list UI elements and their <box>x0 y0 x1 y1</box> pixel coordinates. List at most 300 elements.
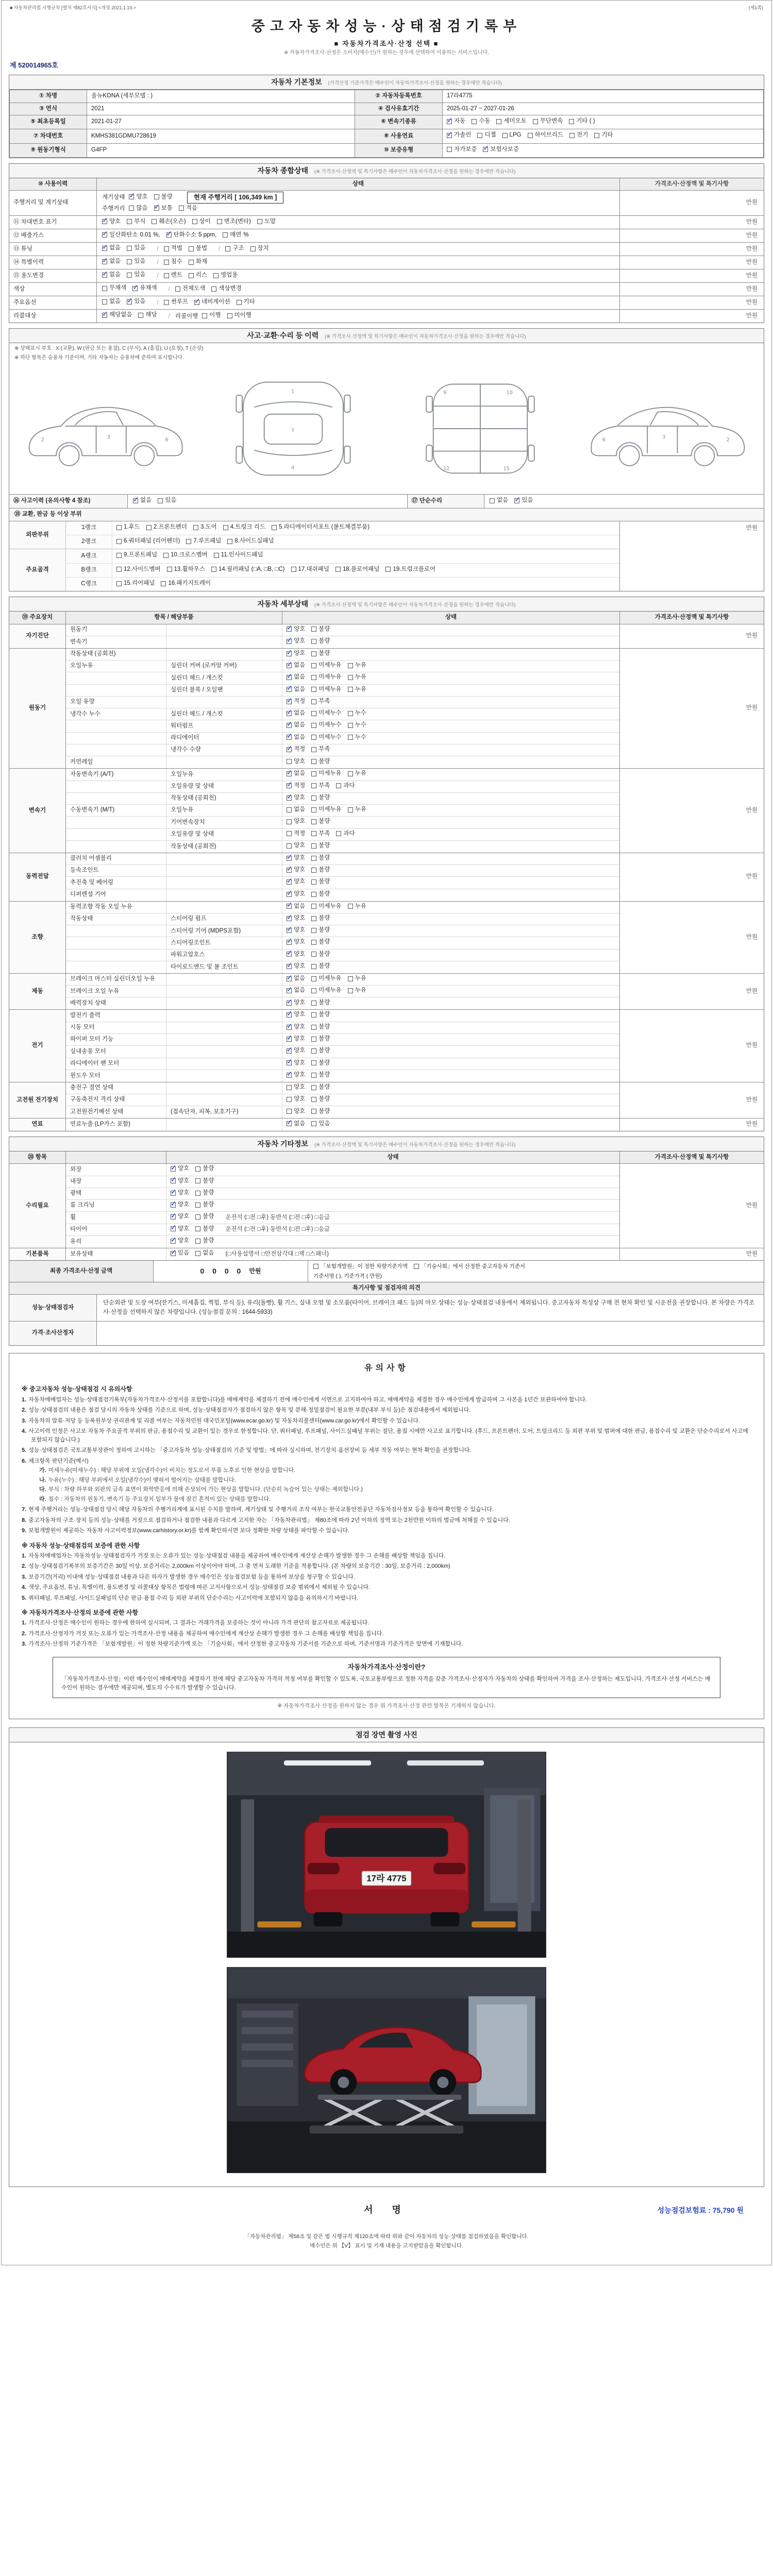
checkbox-icon[interactable] <box>311 1121 316 1126</box>
checkbox-option[interactable] <box>116 580 155 588</box>
checkbox-icon[interactable] <box>102 299 107 304</box>
checkbox-option[interactable] <box>311 662 341 670</box>
checkbox-icon[interactable] <box>116 581 122 586</box>
checkbox-icon[interactable] <box>164 260 169 265</box>
checkbox-option[interactable] <box>311 721 341 730</box>
checkbox-icon[interactable] <box>163 553 169 558</box>
checkbox-option[interactable] <box>311 650 330 658</box>
checkbox-icon[interactable] <box>287 687 292 692</box>
checkbox-option[interactable] <box>287 770 305 778</box>
checkbox-icon[interactable] <box>152 219 157 224</box>
checkbox-icon[interactable] <box>348 988 353 993</box>
checkbox-icon[interactable] <box>311 626 316 632</box>
checkbox-option[interactable] <box>311 1095 330 1104</box>
checkbox-icon[interactable] <box>287 976 292 981</box>
checkbox-option[interactable] <box>533 117 563 126</box>
checkbox-option[interactable] <box>348 721 366 730</box>
checkbox-icon[interactable] <box>287 1073 292 1078</box>
checkbox-option[interactable] <box>287 890 305 899</box>
checkbox-icon[interactable] <box>311 831 316 836</box>
checkbox-icon[interactable] <box>287 699 292 704</box>
checkbox-icon[interactable] <box>311 1109 316 1114</box>
checkbox-option[interactable] <box>311 686 341 694</box>
checkbox-icon[interactable] <box>127 219 132 224</box>
checkbox-icon[interactable] <box>287 651 292 656</box>
checkbox-option[interactable] <box>348 903 366 911</box>
checkbox-icon[interactable] <box>213 273 219 278</box>
checkbox-icon[interactable] <box>311 639 316 644</box>
checkbox-icon[interactable] <box>287 1025 292 1030</box>
checkbox-icon[interactable] <box>171 1191 176 1196</box>
checkbox-option[interactable] <box>287 926 305 935</box>
checkbox-option[interactable] <box>195 1237 214 1245</box>
checkbox-option[interactable] <box>102 298 121 306</box>
checkbox-icon[interactable] <box>127 273 132 278</box>
checkbox-icon[interactable] <box>287 771 292 776</box>
checkbox-option[interactable] <box>287 854 305 862</box>
checkbox-icon[interactable] <box>189 260 194 265</box>
checkbox-icon[interactable] <box>287 663 292 668</box>
checkbox-option[interactable] <box>237 298 255 307</box>
checkbox-option[interactable] <box>311 938 330 946</box>
checkbox-option[interactable] <box>287 698 305 706</box>
checkbox-icon[interactable] <box>447 147 452 152</box>
checkbox-option[interactable] <box>287 1071 305 1079</box>
checkbox-option[interactable] <box>158 497 176 505</box>
checkbox-option[interactable] <box>195 1189 214 1197</box>
checkbox-icon[interactable] <box>311 976 316 981</box>
checkbox-icon[interactable] <box>311 868 316 873</box>
checkbox-icon[interactable] <box>311 1012 316 1018</box>
checkbox-option[interactable] <box>447 131 471 140</box>
checkbox-option[interactable] <box>311 709 341 718</box>
checkbox-icon[interactable] <box>195 1214 200 1219</box>
checkbox-option[interactable] <box>116 566 161 574</box>
checkbox-option[interactable] <box>116 537 180 546</box>
checkbox-option[interactable] <box>167 566 205 574</box>
checkbox-option[interactable] <box>171 1201 189 1209</box>
checkbox-icon[interactable] <box>348 904 353 909</box>
checkbox-icon[interactable] <box>336 783 341 788</box>
checkbox-option[interactable] <box>311 1083 330 1092</box>
checkbox-icon[interactable] <box>189 273 194 278</box>
checkbox-option[interactable] <box>348 734 366 742</box>
checkbox-option[interactable] <box>311 926 330 935</box>
checkbox-option[interactable] <box>311 854 330 862</box>
checkbox-icon[interactable] <box>287 711 292 716</box>
checkbox-option[interactable] <box>287 794 305 802</box>
checkbox-option[interactable] <box>311 951 330 959</box>
checkbox-icon[interactable] <box>146 525 152 530</box>
checkbox-icon[interactable] <box>287 868 292 873</box>
checkbox-option[interactable] <box>502 131 522 140</box>
checkbox-icon[interactable] <box>569 133 575 138</box>
checkbox-icon[interactable] <box>272 525 277 530</box>
checkbox-icon[interactable] <box>311 964 316 969</box>
checkbox-icon[interactable] <box>287 940 292 945</box>
checkbox-icon[interactable] <box>472 119 477 124</box>
checkbox-icon[interactable] <box>192 219 197 224</box>
checkbox-icon[interactable] <box>195 1178 200 1183</box>
checkbox-icon[interactable] <box>287 1001 292 1006</box>
checkbox-icon[interactable] <box>102 246 107 251</box>
checkbox-icon[interactable] <box>311 1097 316 1102</box>
checkbox-icon[interactable] <box>154 206 159 211</box>
checkbox-option[interactable] <box>227 312 251 320</box>
checkbox-option[interactable] <box>132 284 157 293</box>
checkbox-option[interactable] <box>311 1108 330 1116</box>
checkbox-option[interactable] <box>287 818 305 826</box>
checkbox-icon[interactable] <box>189 246 194 251</box>
checkbox-icon[interactable] <box>287 1097 292 1102</box>
checkbox-option[interactable] <box>287 1035 305 1043</box>
checkbox-option[interactable] <box>311 745 330 754</box>
checkbox-option[interactable] <box>225 245 244 253</box>
checkbox-option[interactable] <box>447 117 465 126</box>
checkbox-option[interactable] <box>311 1023 330 1031</box>
checkbox-icon[interactable] <box>129 206 134 211</box>
checkbox-icon[interactable] <box>311 879 316 885</box>
checkbox-option[interactable] <box>171 1225 189 1233</box>
checkbox-option[interactable] <box>127 244 145 252</box>
checkbox-icon[interactable] <box>287 807 292 812</box>
checkbox-option[interactable] <box>287 745 305 754</box>
checkbox-option[interactable] <box>311 818 330 826</box>
checkbox-icon[interactable] <box>287 988 292 993</box>
checkbox-icon[interactable] <box>490 498 495 503</box>
checkbox-option[interactable] <box>311 1059 330 1067</box>
checkbox-option[interactable] <box>477 131 496 140</box>
checkbox-icon[interactable] <box>385 567 391 572</box>
checkbox-option[interactable] <box>175 285 205 293</box>
checkbox-icon[interactable] <box>211 286 216 292</box>
checkbox-icon[interactable] <box>287 783 292 788</box>
checkbox-icon[interactable] <box>311 759 316 764</box>
checkbox-icon[interactable] <box>116 553 122 558</box>
checkbox-option[interactable] <box>311 625 330 634</box>
checkbox-option[interactable] <box>138 311 157 319</box>
checkbox-option[interactable] <box>227 537 274 546</box>
checkbox-icon[interactable] <box>194 300 199 305</box>
checkbox-option[interactable] <box>348 686 366 694</box>
checkbox-option[interactable] <box>129 193 147 201</box>
checkbox-option[interactable] <box>287 625 305 634</box>
checkbox-option[interactable] <box>287 662 305 670</box>
checkbox-option[interactable] <box>102 218 121 226</box>
checkbox-option[interactable] <box>287 721 305 730</box>
checkbox-icon[interactable] <box>311 940 316 945</box>
checkbox-icon[interactable] <box>348 711 353 716</box>
checkbox-icon[interactable] <box>335 567 341 572</box>
checkbox-option[interactable] <box>152 218 186 226</box>
checkbox-option[interactable] <box>171 1189 189 1197</box>
checkbox-icon[interactable] <box>287 928 292 933</box>
checkbox-icon[interactable] <box>348 687 353 692</box>
checkbox-option[interactable] <box>272 523 369 532</box>
checkbox-icon[interactable] <box>311 819 316 824</box>
checkbox-icon[interactable] <box>223 525 228 530</box>
checkbox-icon[interactable] <box>195 1202 200 1208</box>
checkbox-icon[interactable] <box>311 783 316 788</box>
checkbox-icon[interactable] <box>348 675 353 680</box>
checkbox-option[interactable] <box>569 117 595 126</box>
checkbox-option[interactable] <box>195 1165 214 1173</box>
checkbox-option[interactable] <box>116 551 157 560</box>
checkbox-option[interactable] <box>311 673 341 682</box>
checkbox-option[interactable] <box>102 271 121 279</box>
checkbox-option[interactable] <box>102 258 121 266</box>
checkbox-option[interactable] <box>127 298 145 306</box>
checkbox-option[interactable] <box>213 272 238 280</box>
checkbox-option[interactable] <box>311 962 330 971</box>
checkbox-option[interactable] <box>287 637 305 646</box>
checkbox-icon[interactable] <box>287 747 292 752</box>
checkbox-option[interactable] <box>514 497 533 505</box>
checkbox-option[interactable] <box>311 1047 330 1055</box>
checkbox-option[interactable] <box>311 975 341 983</box>
checkbox-option[interactable] <box>171 1237 189 1245</box>
checkbox-option[interactable] <box>179 205 197 213</box>
checkbox-option[interactable] <box>311 999 330 1007</box>
checkbox-option[interactable] <box>490 497 508 505</box>
checkbox-icon[interactable] <box>311 675 316 680</box>
checkbox-option[interactable] <box>348 987 366 995</box>
checkbox-icon[interactable] <box>311 892 316 897</box>
checkbox-icon[interactable] <box>116 525 122 530</box>
checkbox-option[interactable] <box>102 311 132 319</box>
checkbox-option[interactable] <box>195 1177 214 1185</box>
checkbox-icon[interactable] <box>514 498 519 503</box>
checkbox-option[interactable] <box>195 1249 214 1258</box>
checkbox-option[interactable] <box>186 537 221 546</box>
checkbox-option[interactable] <box>154 205 173 213</box>
checkbox-option[interactable] <box>127 218 145 226</box>
checkbox-option[interactable] <box>287 962 305 971</box>
checkbox-icon[interactable] <box>311 723 316 728</box>
checkbox-icon[interactable] <box>311 988 316 993</box>
checkbox-icon[interactable] <box>195 1226 200 1231</box>
checkbox-icon[interactable] <box>102 286 107 291</box>
checkbox-icon[interactable] <box>223 232 228 238</box>
checkbox-icon[interactable] <box>102 259 107 264</box>
checkbox-option[interactable] <box>287 1059 305 1067</box>
checkbox-option[interactable] <box>311 734 341 742</box>
checkbox-option[interactable] <box>385 566 435 574</box>
checkbox-option[interactable] <box>311 758 330 766</box>
checkbox-icon[interactable] <box>348 771 353 776</box>
checkbox-option[interactable] <box>171 1213 189 1221</box>
checkbox-icon[interactable] <box>154 194 159 199</box>
checkbox-icon[interactable] <box>287 892 292 897</box>
checkbox-option[interactable] <box>287 1108 305 1116</box>
checkbox-option[interactable] <box>202 312 221 320</box>
checkbox-option[interactable] <box>311 806 341 814</box>
checkbox-option[interactable] <box>287 782 305 790</box>
checkbox-option[interactable] <box>447 146 477 154</box>
checkbox-icon[interactable] <box>447 119 452 124</box>
checkbox-option[interactable] <box>287 866 305 874</box>
checkbox-icon[interactable] <box>496 119 501 124</box>
checkbox-icon[interactable] <box>167 567 172 572</box>
checkbox-option[interactable] <box>287 914 305 923</box>
checkbox-option[interactable] <box>348 975 366 983</box>
checkbox-option[interactable] <box>287 1023 305 1031</box>
checkbox-icon[interactable] <box>287 1060 292 1065</box>
checkbox-icon[interactable] <box>116 539 122 544</box>
checkbox-icon[interactable] <box>171 1202 176 1208</box>
checkbox-icon[interactable] <box>161 581 166 586</box>
checkbox-option[interactable] <box>146 523 187 532</box>
checkbox-icon[interactable] <box>348 976 353 981</box>
checkbox-option[interactable] <box>127 258 145 266</box>
checkbox-icon[interactable] <box>483 147 488 152</box>
checkbox-icon[interactable] <box>171 1214 176 1219</box>
checkbox-option[interactable] <box>163 551 208 560</box>
checkbox-icon[interactable] <box>127 246 132 251</box>
checkbox-option[interactable] <box>311 1035 330 1043</box>
checkbox-icon[interactable] <box>193 525 198 530</box>
checkbox-icon[interactable] <box>311 735 316 740</box>
checkbox-option[interactable] <box>287 673 305 682</box>
checkbox-option[interactable] <box>348 770 366 778</box>
checkbox-option[interactable] <box>214 551 263 560</box>
checkbox-option[interactable] <box>311 1011 330 1019</box>
checkbox-icon[interactable] <box>175 286 180 292</box>
checkbox-option[interactable] <box>311 637 330 646</box>
checkbox-icon[interactable] <box>311 916 316 921</box>
checkbox-option[interactable] <box>311 866 330 874</box>
checkbox-icon[interactable] <box>311 711 316 716</box>
checkbox-icon[interactable] <box>311 795 316 801</box>
checkbox-option[interactable] <box>311 782 330 790</box>
checkbox-icon[interactable] <box>102 219 107 224</box>
checkbox-icon[interactable] <box>102 232 107 238</box>
checkbox-icon[interactable] <box>311 771 316 776</box>
checkbox-icon[interactable] <box>195 1191 200 1196</box>
checkbox-option[interactable] <box>287 758 305 766</box>
checkbox-icon[interactable] <box>287 1109 292 1114</box>
checkbox-option[interactable] <box>287 830 305 838</box>
checkbox-option[interactable] <box>287 734 305 742</box>
checkbox-option[interactable] <box>223 523 265 532</box>
checkbox-option[interactable] <box>311 842 330 850</box>
checkbox-option[interactable] <box>287 709 305 718</box>
checkbox-icon[interactable] <box>186 539 191 544</box>
checkbox-option[interactable] <box>287 1011 305 1019</box>
checkbox-icon[interactable] <box>171 1239 176 1244</box>
checkbox-icon[interactable] <box>116 567 122 572</box>
checkbox-icon[interactable] <box>311 952 316 957</box>
checkbox-icon[interactable] <box>348 735 353 740</box>
checkbox-option[interactable] <box>287 938 305 946</box>
checkbox-icon[interactable] <box>171 1251 176 1256</box>
checkbox-icon[interactable] <box>287 879 292 885</box>
checkbox-icon[interactable] <box>311 663 316 668</box>
checkbox-icon[interactable] <box>287 735 292 740</box>
checkbox-icon[interactable] <box>311 1001 316 1006</box>
checkbox-icon[interactable] <box>138 313 143 318</box>
checkbox-option[interactable] <box>287 903 305 911</box>
checkbox-icon[interactable] <box>227 313 232 318</box>
checkbox-icon[interactable] <box>348 723 353 728</box>
checkbox-icon[interactable] <box>287 952 292 957</box>
checkbox-icon[interactable] <box>133 498 138 503</box>
checkbox-option[interactable] <box>336 782 355 790</box>
checkbox-option[interactable] <box>311 794 330 802</box>
checkbox-option[interactable] <box>189 272 207 280</box>
checkbox-option[interactable] <box>164 272 182 280</box>
checkbox-option[interactable] <box>287 975 305 983</box>
checkbox-option[interactable] <box>287 878 305 886</box>
checkbox-option[interactable] <box>189 258 207 266</box>
checkbox-icon[interactable] <box>225 246 230 251</box>
checkbox-option[interactable] <box>164 258 182 266</box>
checkbox-icon[interactable] <box>311 699 316 704</box>
checkbox-option[interactable] <box>211 285 241 293</box>
checkbox-option[interactable] <box>335 566 380 574</box>
checkbox-icon[interactable] <box>127 259 132 264</box>
checkbox-icon[interactable] <box>237 300 242 305</box>
checkbox-option[interactable] <box>166 231 217 240</box>
checkbox-icon[interactable] <box>287 1121 292 1126</box>
checkbox-option[interactable] <box>193 523 217 532</box>
checkbox-icon[interactable] <box>311 1085 316 1090</box>
checkbox-icon[interactable] <box>102 313 107 318</box>
checkbox-icon[interactable] <box>287 831 292 836</box>
checkbox-option[interactable] <box>287 987 305 995</box>
checkbox-icon[interactable] <box>287 964 292 969</box>
checkbox-option[interactable] <box>287 1047 305 1055</box>
checkbox-icon[interactable] <box>227 539 232 544</box>
checkbox-option[interactable] <box>171 1249 189 1258</box>
checkbox-option[interactable] <box>192 218 211 226</box>
checkbox-icon[interactable] <box>287 819 292 824</box>
checkbox-option[interactable] <box>311 987 341 995</box>
checkbox-option[interactable] <box>348 673 366 682</box>
checkbox-icon[interactable] <box>313 1264 318 1269</box>
checkbox-option[interactable] <box>161 580 211 588</box>
checkbox-option[interactable] <box>217 218 251 226</box>
checkbox-option[interactable] <box>311 890 330 899</box>
checkbox-icon[interactable] <box>311 651 316 656</box>
checkbox-icon[interactable] <box>195 1239 200 1244</box>
checkbox-option[interactable] <box>348 709 366 718</box>
checkbox-option[interactable] <box>116 523 140 532</box>
checkbox-option[interactable] <box>195 1213 214 1221</box>
checkbox-icon[interactable] <box>311 1060 316 1065</box>
checkbox-icon[interactable] <box>102 273 107 278</box>
checkbox-option[interactable] <box>311 914 330 923</box>
checkbox-option[interactable] <box>189 245 207 253</box>
checkbox-option[interactable] <box>311 770 341 778</box>
checkbox-option[interactable] <box>171 1177 189 1185</box>
checkbox-icon[interactable] <box>311 928 316 933</box>
checkbox-icon[interactable] <box>291 567 296 572</box>
checkbox-option[interactable] <box>102 231 160 240</box>
checkbox-option[interactable] <box>223 231 248 240</box>
checkbox-option[interactable] <box>194 298 230 307</box>
checkbox-icon[interactable] <box>164 246 169 251</box>
checkbox-option[interactable] <box>483 146 519 154</box>
checkbox-option[interactable] <box>133 497 152 505</box>
checkbox-icon[interactable] <box>447 133 452 138</box>
checkbox-option[interactable] <box>287 650 305 658</box>
checkbox-option[interactable] <box>414 1263 525 1270</box>
checkbox-icon[interactable] <box>166 232 172 238</box>
checkbox-option[interactable] <box>311 830 330 838</box>
checkbox-option[interactable] <box>594 131 613 140</box>
checkbox-icon[interactable] <box>477 133 482 138</box>
